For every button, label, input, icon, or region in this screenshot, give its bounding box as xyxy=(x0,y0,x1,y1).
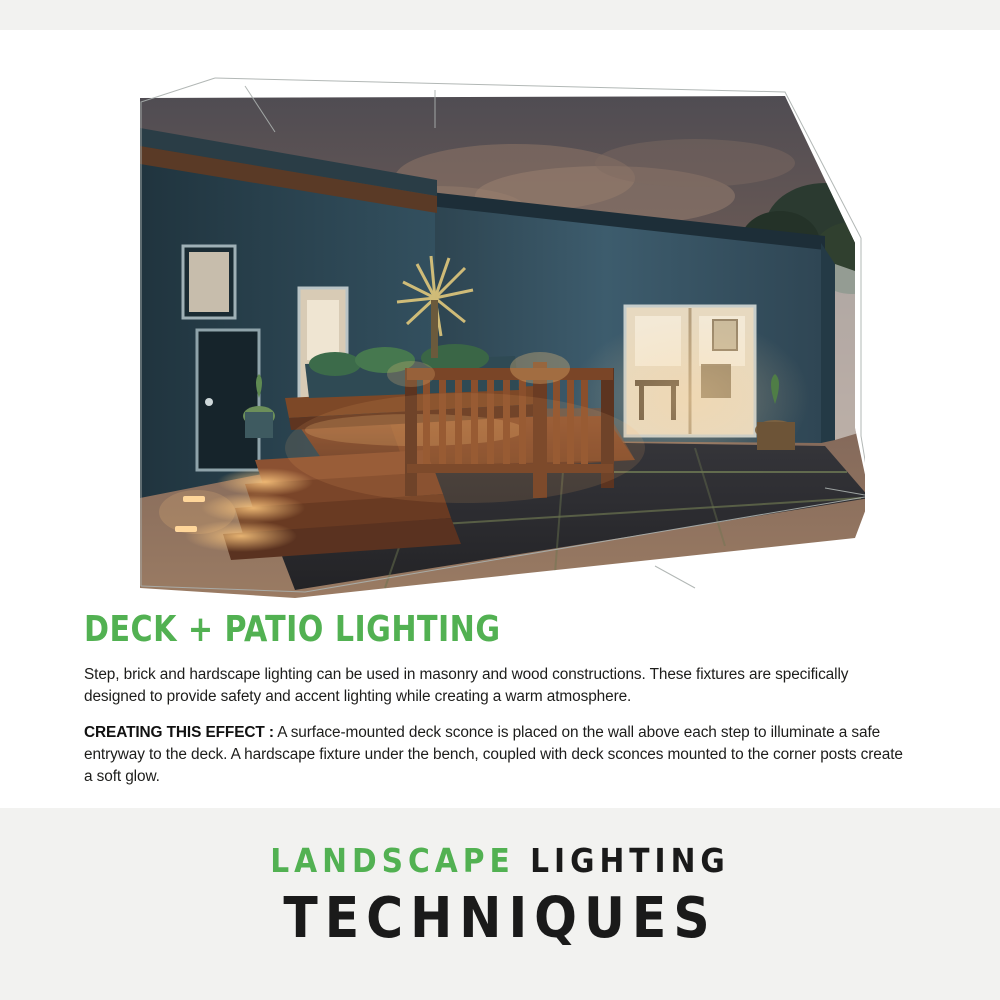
footer-word-landscape: LANDSCAPE xyxy=(270,841,531,880)
footer-line-2: TECHNIQUES xyxy=(283,886,717,951)
article-paragraph-1: Step, brick and hardscape lighting can be used in masonry and wood constructions. These fixtures are specifically designed to provide safety and accent lighting while creating a warm atmosphere. xyxy=(84,666,849,705)
creating-effect-text: A surface-mounted deck sconce is placed on the wall above each step to illuminate a safe entryway to the deck. A hardscape fixture under the bench, coupled with deck sconces mounted to the corner posts create a soft glow. xyxy=(84,723,903,785)
creating-effect-label: CREATING THIS EFFECT : xyxy=(84,723,274,741)
footer-branding xyxy=(0,808,1000,1000)
article-paragraph-2 xyxy=(84,722,914,788)
content-panel xyxy=(0,30,1000,808)
article-text-block xyxy=(84,609,914,787)
deck-patio-rendering-svg xyxy=(135,68,865,598)
footer-word-lighting: LIGHTING xyxy=(530,841,730,880)
footer-line-1 xyxy=(270,841,730,880)
page-title: DECK + PATIO LIGHTING xyxy=(84,609,501,650)
hero-image xyxy=(135,68,865,598)
